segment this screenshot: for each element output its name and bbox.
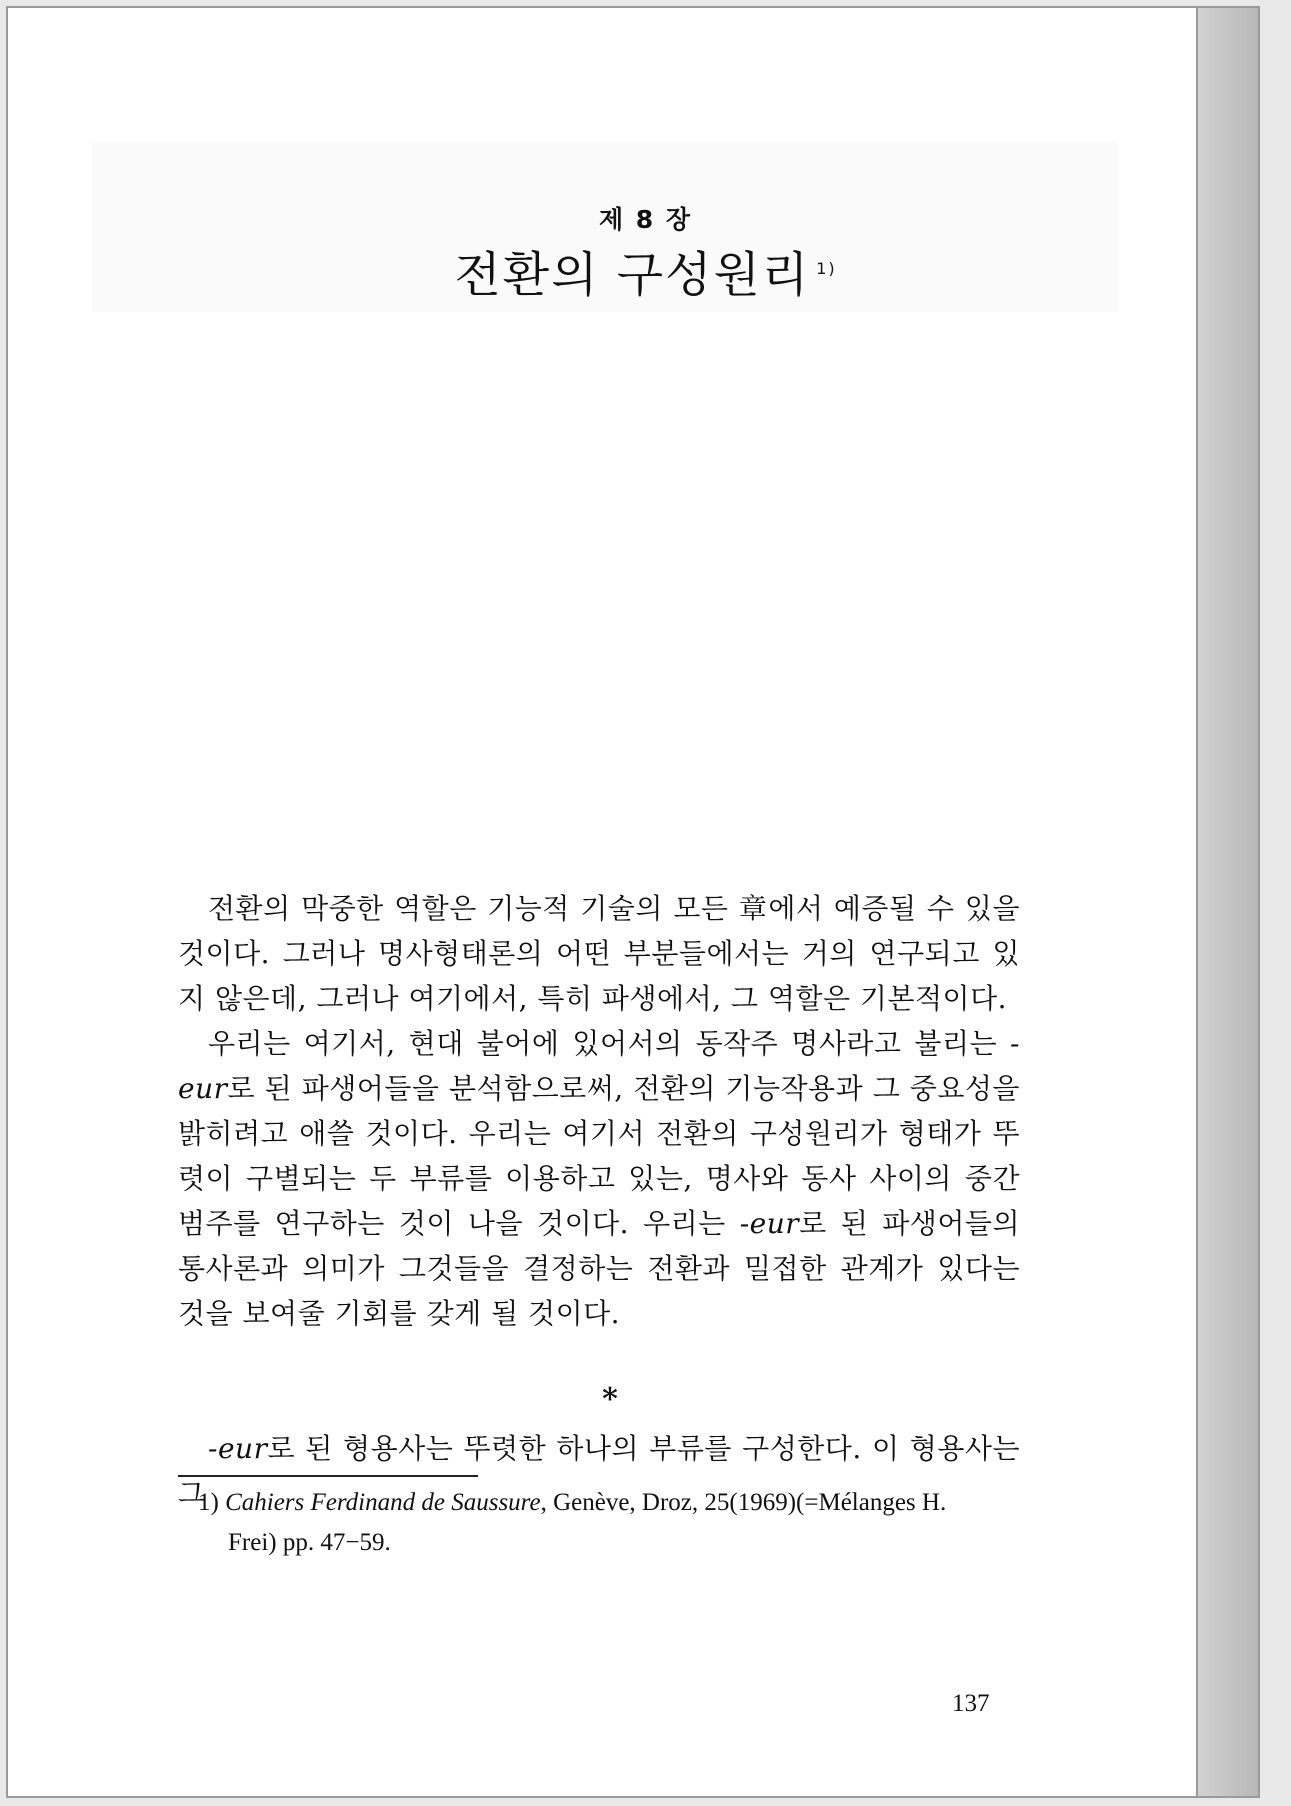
suffix-eur: -eur	[208, 1432, 268, 1465]
suffix-eur: -eur	[178, 1027, 1020, 1105]
footnote-marker: 1)	[198, 1489, 219, 1516]
section-separator	[0, 1382, 1198, 1417]
paragraph-2-part-b: 로 된 파생어들을 분석함으로써, 전환의 기능작용과 그 중요성을 밝히려고 애쓸 것이다. 우리는 여기서 전환의 구성원리가 형태가 뚜렷이 구별되는 두 부류를 이용하고 있는, 명사와 동사 사이의 중간 범주를 연구하는 것이 나을 것이다. 우리는	[178, 1072, 1020, 1240]
footnote-citation-cont: Frei) pp. 47−59.	[228, 1529, 391, 1556]
chapter-title-text: 전환의 구성원리	[454, 247, 811, 303]
paragraph-2-part-c: 로 된 파생어들의 통사론과 의미가 그것들을 결정하는 전환과 밀접한 관계가 있다는 것을 보여줄 기회를 갖게 될 것이다.	[178, 1207, 1021, 1330]
paragraph-2	[178, 1021, 1020, 1336]
footnote-work-title: Cahiers Ferdinand de Saussure	[225, 1489, 541, 1516]
separator-asterisk: *	[602, 1382, 618, 1417]
paragraph-1: 전환의 막중한 역할은 기능적 기술의 모든 章에서 예증될 수 있을 것이다. 그러나 명사형태론의 어떤 부분들에서는 거의 연구되고 있지 않은데, 그러나 여기에서, 특히 파생에서, 그 역할은 기본적이다.	[178, 892, 1020, 1015]
footnote	[198, 1483, 1020, 1563]
chapter-title	[0, 236, 1291, 305]
title-footnote-marker: 1)	[816, 259, 837, 278]
footnote-rule	[178, 1475, 478, 1477]
paragraph-3-text: 로 된 형용사는 뚜렷한 하나의 부류를 구성한다. 이 형용사는 그	[178, 1432, 1020, 1510]
body-text	[178, 886, 1020, 1336]
chapter-number: 제 8 장	[598, 205, 693, 234]
suffix-eur: -eur	[739, 1207, 800, 1240]
page-number: 137	[952, 1690, 990, 1717]
footnote-citation: , Genève, Droz, 25(1969)(=Mélanges H.	[540, 1489, 947, 1516]
paragraph-2-part-a: 우리는 여기서, 현대 불어에 있어서의 동작주 명사라고 불리는	[208, 1027, 1011, 1060]
